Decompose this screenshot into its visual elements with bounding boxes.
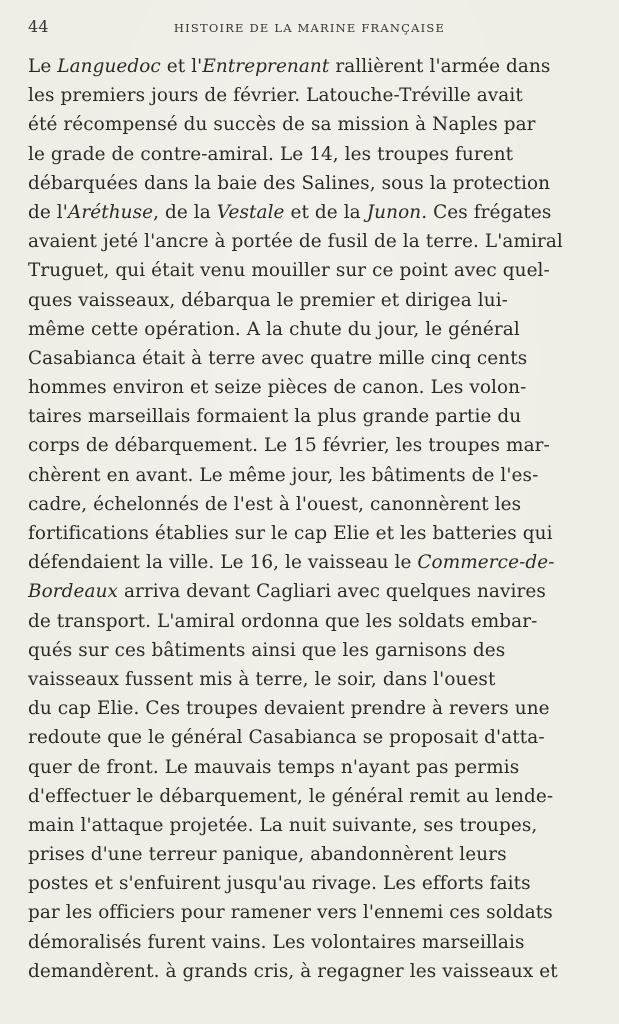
text-segment: de transport. L'amiral ordonna que les soldats embar- (28, 610, 538, 632)
text-segment: corps de débarquement. Le 15 février, les troupes mar- (28, 435, 550, 457)
text-segment: le grade de contre-amiral. Le 14, les troupes furent (28, 143, 514, 165)
text-segment: et de la (284, 201, 367, 223)
text-segment: redoute que le général Casabianca se proposait d'atta- (28, 727, 545, 749)
text-line (28, 782, 570, 811)
italic-ship-name: Junon (366, 201, 422, 223)
text-line (28, 607, 570, 636)
text-line (28, 402, 570, 431)
text-segment: Le (28, 56, 58, 77)
text-line (28, 753, 570, 782)
text-segment: avaient jeté l'ancre à portée de fusil de la terre. L'amiral (28, 231, 563, 253)
text-segment: , de la (153, 201, 217, 223)
text-segment: chèrent en avant. Le même jour, les bâtiments de l'es- (28, 464, 539, 486)
italic-ship-name: Entreprenant (202, 56, 330, 77)
text-line (28, 286, 570, 315)
text-segment: arriva devant Cagliari avec quelques navires (118, 581, 546, 603)
text-line (28, 636, 570, 665)
text-line (28, 140, 570, 169)
text-line (28, 665, 570, 694)
text-segment: demandèrent. à grands cris, à regagner les vaisseaux et (28, 960, 558, 982)
text-segment: quer de front. Le mauvais temps n'ayant pas permis (28, 756, 520, 778)
text-line (28, 373, 570, 402)
italic-ship-name: Languedoc (57, 56, 161, 77)
running-title: HISTOIRE DE LA MARINE FRANÇAISE (173, 21, 446, 35)
text-line (28, 898, 570, 927)
text-line (28, 110, 570, 139)
text-segment: main l'attaque projetée. La nuit suivante, ses troupes, (28, 814, 538, 836)
text-line (28, 490, 570, 519)
text-segment: vaisseaux fussent mis à terre, le soir, dans l'ouest (28, 668, 496, 690)
text-line (28, 52, 570, 81)
text-line (28, 81, 570, 110)
text-segment: ques vaisseaux, débarqua le premier et dirigea lui- (28, 289, 508, 311)
text-segment: Truguet, qui était venu mouiller sur ce point avec quel- (28, 260, 550, 282)
text-line (28, 198, 570, 227)
text-line (28, 577, 570, 606)
text-segment: débarquées dans la baie des Salines, sous la protection (28, 172, 551, 194)
text-segment: qués sur ces bâtiments ainsi que les garnisons des (28, 639, 506, 661)
italic-ship-name: Vestale (216, 201, 285, 223)
text-segment: démoralisés furent vains. Les volontaires marseillais (28, 931, 525, 953)
body-text (28, 52, 570, 986)
italic-ship-name: Bordeaux (28, 581, 119, 603)
text-segment: d'effectuer le débarquement, le général remit au lende- (28, 785, 554, 807)
italic-ship-name: Aréthuse (67, 201, 154, 223)
text-line (28, 344, 570, 373)
text-segment: fortifications établies sur le cap Elie et les batteries qui (28, 523, 553, 544)
text-segment: par les officiers pour ramener vers l'ennemi ces soldats (28, 902, 553, 924)
text-line (28, 723, 570, 752)
text-line (28, 256, 570, 285)
text-segment: rallièrent l'armée dans (329, 56, 551, 77)
text-line (28, 461, 570, 490)
text-segment: défendaient la ville. Le 16, le vaisseau le (28, 552, 418, 574)
italic-ship-name: Commerce-de- (417, 552, 555, 574)
text-line (28, 315, 570, 344)
page-number: 44 (28, 17, 49, 36)
text-segment: . Ces frégates (421, 201, 552, 223)
text-line (28, 811, 570, 840)
text-line (28, 519, 570, 548)
text-segment: cadre, échelonnés de l'est à l'ouest, canonnèrent les (28, 493, 522, 515)
text-segment: postes et s'enfuirent jusqu'au rivage. Les efforts faits (28, 873, 531, 895)
text-segment: Casabianca était à terre avec quatre mille cinq cents (28, 347, 528, 369)
text-segment: du cap Elie. Ces troupes devaient prendre à revers une (28, 698, 550, 720)
text-segment: été récompensé du succès de sa mission à Naples par (28, 114, 536, 136)
text-segment: taires marseillais formaient la plus grande partie du (28, 406, 522, 428)
text-segment: les premiers jours de février. Latouche-Tréville avait (28, 85, 523, 107)
text-segment: même cette opération. A la chute du jour, le général (28, 318, 520, 340)
text-line (28, 431, 570, 460)
text-segment: de l' (28, 201, 68, 223)
text-line (28, 957, 570, 986)
text-line (28, 548, 570, 577)
text-line (28, 840, 570, 869)
text-line (28, 169, 570, 198)
text-line (28, 227, 570, 256)
text-segment: hommes environ et seize pièces de canon. Les volon- (28, 377, 527, 399)
text-line (28, 928, 570, 957)
text-segment: prises d'une terreur panique, abandonnèrent leurs (28, 844, 507, 866)
text-segment: et l' (160, 56, 203, 77)
running-head (28, 14, 591, 38)
text-line (28, 869, 570, 898)
text-line (28, 694, 570, 723)
